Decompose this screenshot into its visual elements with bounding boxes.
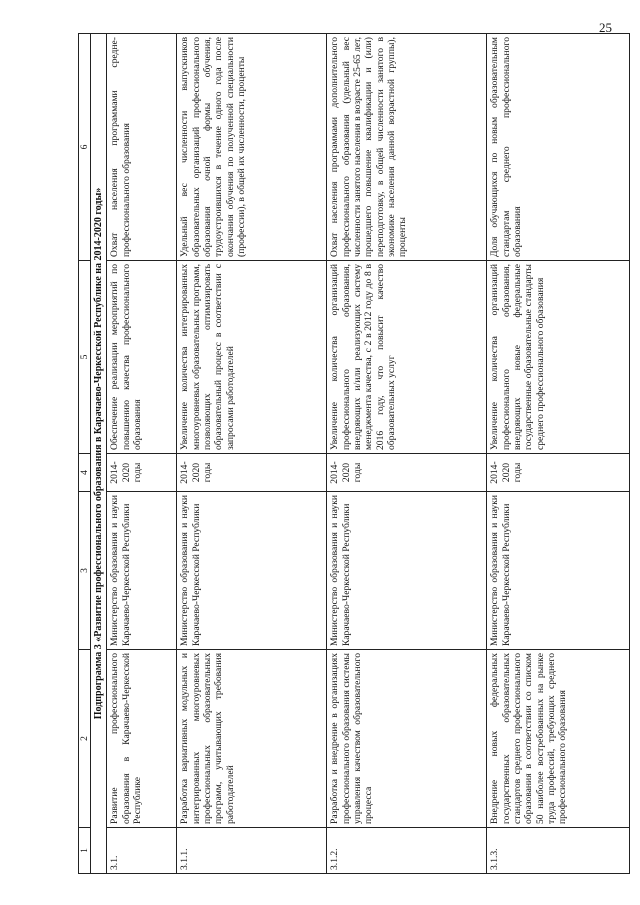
table-row [327, 34, 487, 874]
expected-result: Увеличение количества организаций профессионального образования, внедряющих и/или реализующих систему менеджмента качества, с 2 в 2012 году до 8 в 2016 году, что повысит качество образовательных услуг [327, 261, 487, 454]
expected-result: Увеличение количества организаций профессионального образования, внедряющих новые федеральные государственные образовательные стандарты среднего профессионального образования [487, 261, 630, 454]
subprogram-title: Подпрограмма 3 «Развитие профессионального образования в Карачаево-Черкесской Республике на 2014-2020 годы» [91, 34, 107, 874]
column-number: 4 [79, 454, 91, 492]
indicator: Охват населения программами средне-профессионального образования [107, 34, 177, 261]
years: 2014-2020 годы [327, 454, 487, 492]
indicator: Охват населения программами дополнительного профессионального образования (удельный вес численности занятого населения в возрасте 25-65 лет, прошедшего повышение квалификации и (или) переподготовку, в общей численности занятого в экономике населения данной возрастной группы), проценты [327, 34, 487, 261]
indicator: Удельный вес численности выпускников образовательных организаций профессионального образования очной формы обучения, трудоустроившихся в течение одного года после окончания обучения по полученной специальности (профессии), в общей их численности, проценты [177, 34, 327, 261]
subprogram-table [78, 33, 630, 874]
table-row [487, 34, 630, 874]
years: 2014-2020 годы [177, 454, 327, 492]
years: 2014-2020 годы [487, 454, 630, 492]
expected-result: Обеспечение реализации мероприятий по повышению качества профессионального образования [107, 261, 177, 454]
executor: Министерство образования и науки Карачаево-Черкесской Республики [487, 492, 630, 650]
row-number: 3.1.1. [177, 828, 327, 874]
measure-name: Развитие профессионального образования в Карачаево-Черкесской Республике [107, 650, 177, 828]
row-number: 3.1.2. [327, 828, 487, 874]
column-number: 1 [79, 828, 91, 874]
column-number: 6 [79, 34, 91, 261]
row-number: 3.1.3. [487, 828, 630, 874]
measure-name: Разработка вариативных модульных и интегрированных многоуровневых профессиональных образовательных программ, учитывающих требования работодателей [177, 650, 327, 828]
expected-result: Увеличение количества интегрированных многоуровневых образовательных программ, позволяющих оптимизировать образовательный процесс в соответствии с запросами работодателей [177, 261, 327, 454]
table-row [177, 34, 327, 874]
executor: Министерство образования и науки Карачаево-Черкесской Республики [177, 492, 327, 650]
column-number: 5 [79, 261, 91, 454]
years: 2014-2020 годы [107, 454, 177, 492]
executor: Министерство образования и науки Карачаево-Черкесской Республики [327, 492, 487, 650]
indicator: Доля обучающихся по новым образовательным стандартам среднего профессионального образования [487, 34, 630, 261]
subprogram-title-row [91, 34, 107, 874]
page-number: 25 [599, 20, 612, 35]
measure-name: Разработка и внедрение в организациях профессионального образования системы управления качеством образовательного процесса [327, 650, 487, 828]
executor: Министерство образования и науки Карачаево-Черкесской Республики [107, 492, 177, 650]
measure-name: Внедрение новых федеральных государственных образовательных стандартов среднего профессионального образования в соответствии со списком 50 наиболее востребованных на рынке труда профессий, требующих среднего профессионального образования [487, 650, 630, 828]
table-row [107, 34, 177, 874]
column-number-row [79, 34, 91, 874]
row-number: 3.1. [107, 828, 177, 874]
column-number: 3 [79, 492, 91, 650]
column-number: 2 [79, 650, 91, 828]
rotated-table-sheet [78, 34, 630, 874]
